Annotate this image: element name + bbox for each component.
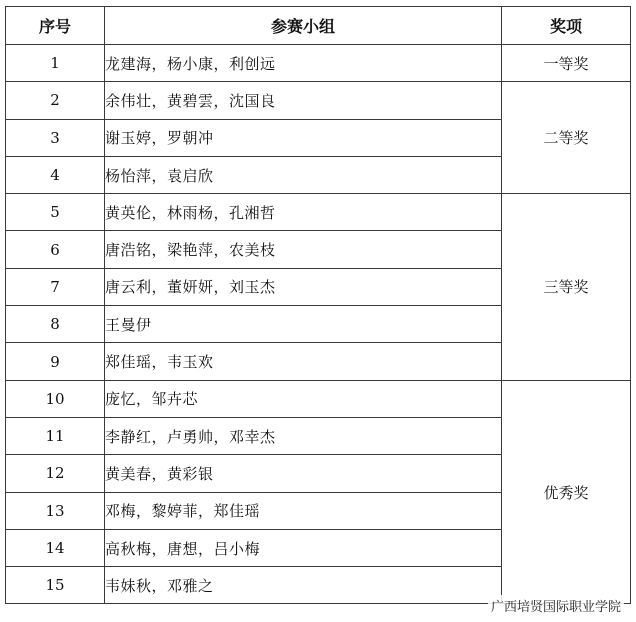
row-number: 3 xyxy=(6,119,105,156)
row-group: 唐云利，董妍妍，刘玉杰 xyxy=(105,268,502,305)
row-number: 13 xyxy=(6,492,105,529)
award-cell: 一等奖 xyxy=(502,45,631,82)
award-cell: 二等奖 xyxy=(502,82,631,194)
row-group: 唐浩铭，梁艳萍，农美枝 xyxy=(105,231,502,268)
row-group: 黄美春，黄彩银 xyxy=(105,455,502,492)
row-group: 王曼伊 xyxy=(105,306,502,343)
row-number: 5 xyxy=(6,194,105,231)
table-row xyxy=(6,45,631,82)
row-group: 龙建海，杨小康，利创远 xyxy=(105,45,502,82)
row-number: 1 xyxy=(6,45,105,82)
row-number: 15 xyxy=(6,567,105,604)
row-group: 黄英伦，林雨杨，孔湘哲 xyxy=(105,194,502,231)
row-group: 余伟壮，黄碧雲，沈国良 xyxy=(105,82,502,119)
row-group: 郑佳瑶，韦玉欢 xyxy=(105,343,502,380)
row-number: 2 xyxy=(6,82,105,119)
row-group: 李静红，卢勇帅，邓幸杰 xyxy=(105,417,502,454)
watermark: 广西培贤国际职业学院 xyxy=(488,595,624,616)
table-row xyxy=(6,194,631,231)
header-row xyxy=(6,7,631,45)
row-number: 11 xyxy=(6,417,105,454)
header-award: 奖项 xyxy=(502,7,631,45)
row-number: 7 xyxy=(6,268,105,305)
table-row xyxy=(6,380,631,417)
header-group: 参赛小组 xyxy=(105,7,502,45)
row-number: 6 xyxy=(6,231,105,268)
awards-table xyxy=(5,6,631,604)
row-number: 10 xyxy=(6,380,105,417)
row-group: 邓梅，黎婷菲，郑佳瑶 xyxy=(105,492,502,529)
row-group: 谢玉婷，罗朝冲 xyxy=(105,119,502,156)
header-number: 序号 xyxy=(6,7,105,45)
table-row xyxy=(6,82,631,119)
row-group: 韦妹秋，邓雅之 xyxy=(105,567,502,604)
row-number: 8 xyxy=(6,306,105,343)
award-cell: 优秀奖 xyxy=(502,380,631,604)
row-group: 高秋梅，唐想，吕小梅 xyxy=(105,529,502,566)
row-number: 14 xyxy=(6,529,105,566)
row-number: 4 xyxy=(6,156,105,193)
row-number: 12 xyxy=(6,455,105,492)
award-cell: 三等奖 xyxy=(502,194,631,380)
row-group: 杨怡萍，袁启欣 xyxy=(105,156,502,193)
row-number: 9 xyxy=(6,343,105,380)
row-group: 庞忆，邹卉芯 xyxy=(105,380,502,417)
